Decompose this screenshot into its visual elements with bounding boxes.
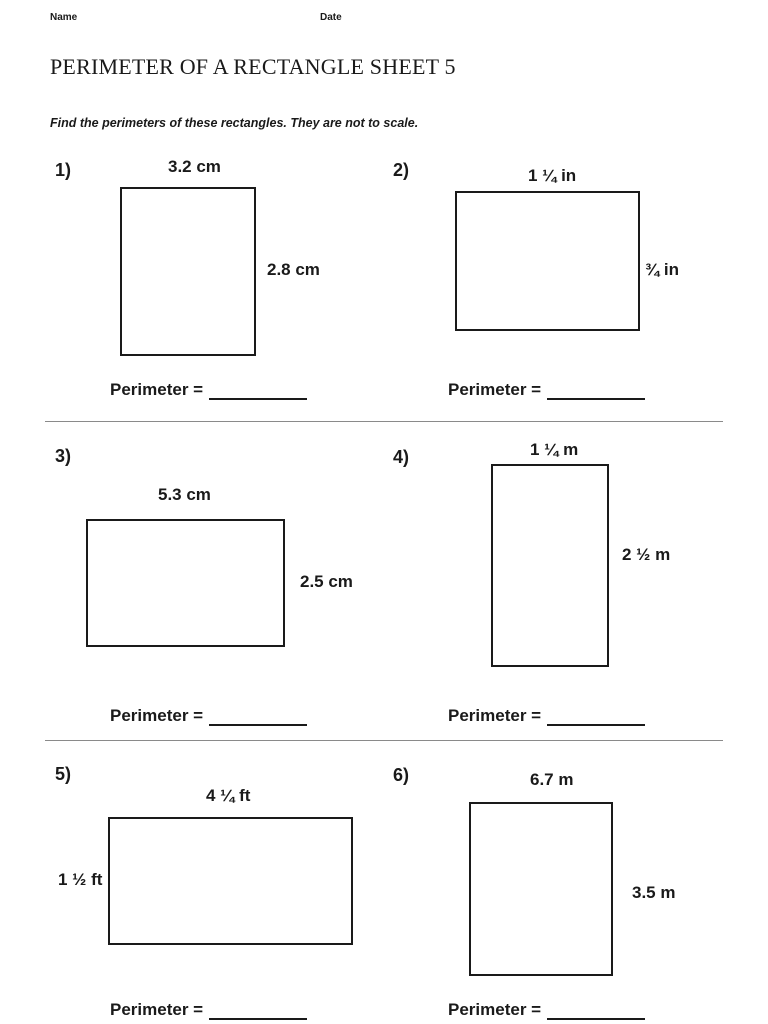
answer-blank[interactable] [209, 384, 307, 400]
rectangle-shape [469, 802, 613, 976]
answer-blank[interactable] [209, 710, 307, 726]
problem-number: 6) [393, 765, 410, 785]
top-dimension-label: 3.2 cm [168, 157, 221, 176]
sheet-title: PERIMETER OF A RECTANGLE SHEET 5 [50, 54, 456, 79]
top-dimension-label: 1 ¼ in [528, 166, 577, 185]
rectangle-shape [455, 191, 640, 331]
perimeter-label: Perimeter = [448, 706, 542, 725]
side-dimension-label: ¾ in [645, 260, 680, 279]
name-label: Name [50, 12, 78, 23]
rectangle-shape [86, 519, 285, 647]
perimeter-label: Perimeter = [110, 706, 204, 725]
answer-blank[interactable] [547, 384, 645, 400]
answer-blank[interactable] [547, 710, 645, 726]
rectangle-shape [491, 464, 609, 667]
perimeter-answer-line [110, 706, 307, 726]
side-dimension-label: 2.8 cm [267, 260, 320, 279]
side-dimension-label: 3.5 m [632, 883, 676, 902]
section-divider [45, 740, 723, 741]
instructions-text: Find the perimeters of these rectangles. They are not to scale. [50, 116, 419, 130]
top-dimension-label: 4 ¼ ft [206, 786, 251, 805]
top-dimension-label: 6.7 m [530, 770, 574, 789]
problem-number: 5) [55, 764, 72, 784]
date-label: Date [320, 12, 342, 23]
side-dimension-label: 2 ½ m [622, 545, 671, 564]
side-dimension-label: 1 ½ ft [58, 870, 103, 889]
answer-blank[interactable] [547, 1004, 645, 1020]
perimeter-label: Perimeter = [448, 380, 542, 399]
problem-number: 1) [55, 160, 72, 180]
side-dimension-label: 2.5 cm [300, 572, 353, 591]
perimeter-answer-line [110, 1000, 307, 1020]
rectangle-shape [108, 817, 353, 945]
perimeter-answer-line [110, 380, 307, 400]
perimeter-label: Perimeter = [448, 1000, 542, 1019]
rectangle-shape [120, 187, 256, 356]
perimeter-label: Perimeter = [110, 380, 204, 399]
perimeter-label: Perimeter = [110, 1000, 204, 1019]
problem-number: 3) [55, 446, 72, 466]
problem-number: 4) [393, 447, 410, 467]
perimeter-answer-line [448, 706, 645, 726]
section-divider [45, 421, 723, 422]
top-dimension-label: 5.3 cm [158, 485, 211, 504]
perimeter-answer-line [448, 1000, 645, 1020]
answer-blank[interactable] [209, 1004, 307, 1020]
problem-number: 2) [393, 160, 410, 180]
perimeter-answer-line [448, 380, 645, 400]
top-dimension-label: 1 ¼ m [530, 440, 579, 459]
